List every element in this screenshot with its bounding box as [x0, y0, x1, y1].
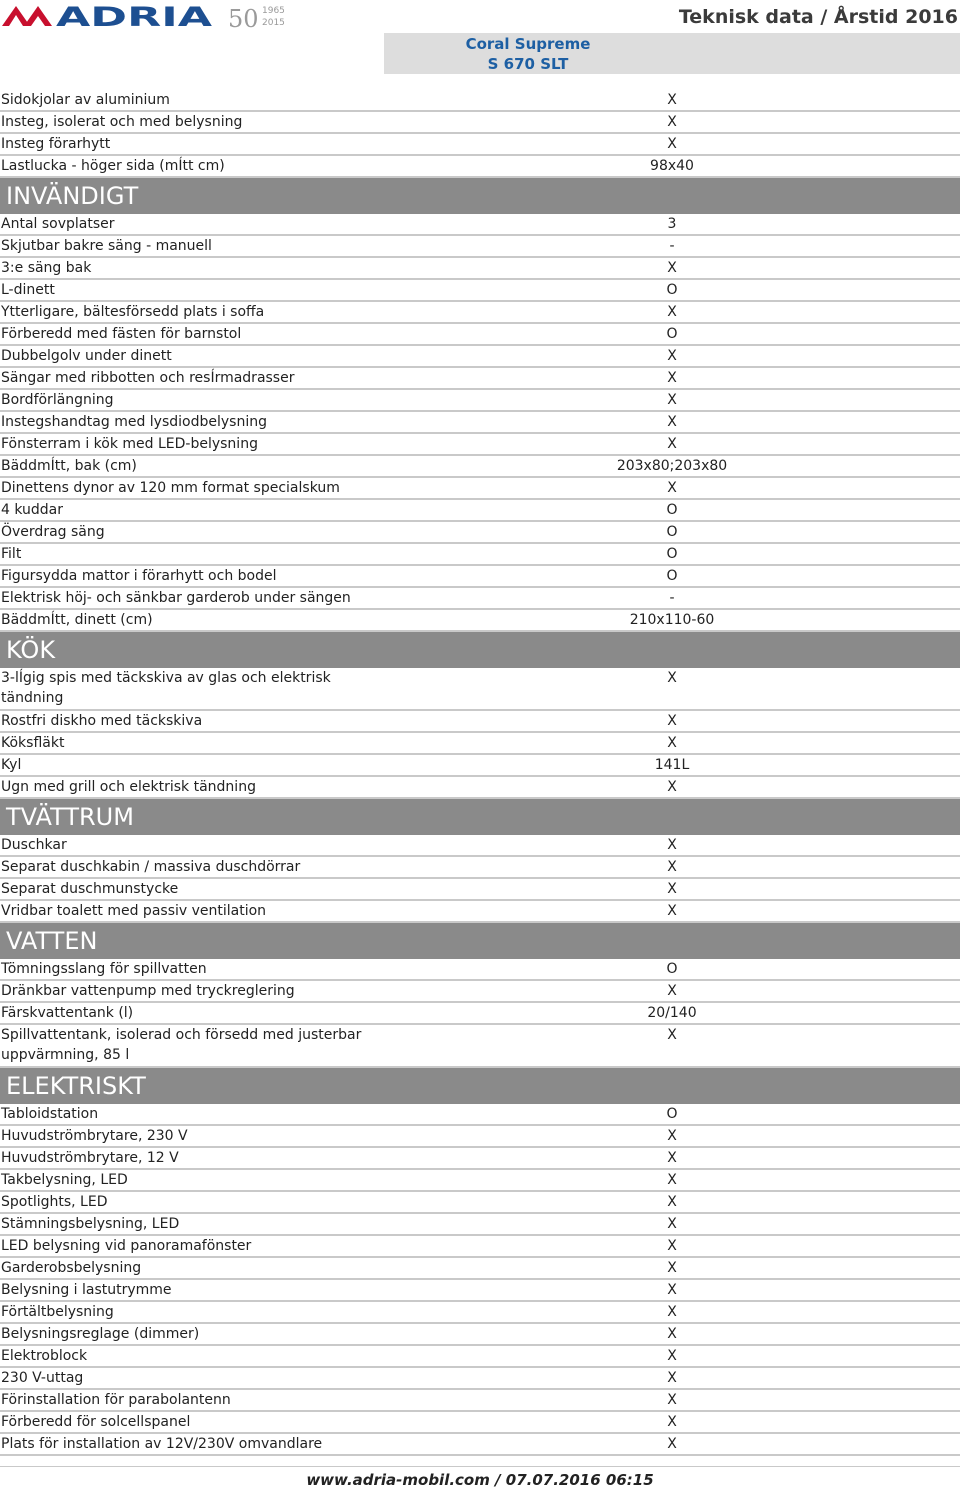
- spec-label: Kyl: [1, 757, 22, 773]
- spec-value: X: [667, 1370, 677, 1386]
- spec-value: X: [667, 859, 677, 875]
- spec-label: LED belysning vid panoramafönster: [1, 1238, 252, 1254]
- spec-value: X: [667, 348, 677, 364]
- spec-value: 3: [667, 216, 677, 232]
- spec-label: BäddmÍtt, dinett (cm): [1, 612, 153, 628]
- spec-value: O: [666, 568, 678, 584]
- spec-value: 210x110-60: [629, 612, 715, 628]
- spec-label: Antal sovplatser: [1, 216, 115, 232]
- spec-value: O: [666, 326, 678, 342]
- spec-row: [0, 777, 960, 799]
- spec-label: Filt: [1, 546, 22, 562]
- spec-label: Plats för installation av 12V/230V omvandlare: [1, 1436, 323, 1452]
- spec-row: [0, 156, 960, 178]
- spec-row: [0, 1003, 960, 1025]
- spec-value: 141L: [654, 757, 690, 773]
- spec-label: L-dinett: [1, 282, 55, 298]
- spec-value: X: [667, 1304, 677, 1320]
- spec-row: [0, 835, 960, 857]
- adria-logo: [0, 0, 300, 30]
- spec-label: 4 kuddar: [1, 502, 64, 518]
- spec-row: [0, 1214, 960, 1236]
- spec-row: [0, 1236, 960, 1258]
- footer-divider: [0, 1466, 960, 1467]
- spec-value: O: [666, 524, 678, 540]
- spec-row: [0, 346, 960, 368]
- spec-label: Överdrag säng: [1, 524, 105, 540]
- spec-label: 3:e säng bak: [1, 260, 92, 276]
- spec-label: Dinettens dynor av 120 mm format specialskum: [1, 480, 340, 496]
- spec-label: Tömningsslang för spillvatten: [1, 961, 207, 977]
- spec-label: Belysningsreglage (dimmer): [1, 1326, 200, 1342]
- spec-value: X: [667, 370, 677, 386]
- spec-value: X: [667, 903, 677, 919]
- spec-row: [0, 236, 960, 258]
- spec-label: 3-lÍgig spis med täckskiva av glas och elektrisk tändning: [1, 670, 331, 706]
- spec-row: [0, 1126, 960, 1148]
- spec-value: X: [667, 735, 677, 751]
- anniversary-number: 50: [228, 5, 259, 30]
- spec-value: X: [667, 1414, 677, 1430]
- spec-label: Separat duschkabin / massiva duschdörrar: [1, 859, 301, 875]
- spec-row: [0, 478, 960, 500]
- spec-value: O: [666, 1106, 678, 1122]
- spec-row: [0, 1280, 960, 1302]
- spec-value: X: [667, 114, 677, 130]
- spec-row: [0, 1192, 960, 1214]
- spec-value: X: [667, 779, 677, 795]
- spec-label: Rostfri diskho med täckskiva: [1, 713, 203, 729]
- spec-row: [0, 1258, 960, 1280]
- spec-row: [0, 1412, 960, 1434]
- spec-label: Sidokjolar av aluminium: [1, 92, 170, 108]
- spec-row: [0, 1368, 960, 1390]
- spec-label: 230 V-uttag: [1, 1370, 84, 1386]
- spec-value: X: [667, 1392, 677, 1408]
- spec-row: [0, 522, 960, 544]
- spec-row: [0, 566, 960, 588]
- anniversary-year-end: 2015: [262, 18, 285, 28]
- spec-row: [0, 456, 960, 478]
- spec-row: [0, 368, 960, 390]
- section-header: VATTEN: [0, 923, 960, 959]
- spec-row: [0, 1434, 960, 1456]
- spec-label: Lastlucka - höger sida (mÍtt cm): [1, 158, 225, 174]
- spec-value: X: [667, 1436, 677, 1452]
- spec-label: Figursydda mattor i förarhytt och bodel: [1, 568, 277, 584]
- spec-row: [0, 755, 960, 777]
- spec-label: Insteg förarhytt: [1, 136, 111, 152]
- spec-value: X: [667, 92, 677, 108]
- spec-row: [0, 668, 960, 711]
- spec-row: [0, 1148, 960, 1170]
- spec-label: Sängar med ribbotten och resÍrmadrasser: [1, 370, 295, 386]
- spec-label: Duschkar: [1, 837, 67, 853]
- spec-value: X: [667, 136, 677, 152]
- spec-label: Elektrisk höj- och sänkbar garderob under sängen: [1, 590, 351, 606]
- spec-row: [0, 134, 960, 156]
- section-header: ELEKTRISKT: [0, 1068, 960, 1104]
- spec-value: X: [667, 1282, 677, 1298]
- spec-row: [0, 1324, 960, 1346]
- spec-value: X: [667, 1260, 677, 1276]
- spec-row: [0, 1346, 960, 1368]
- spec-value: 20/140: [647, 1005, 697, 1021]
- spec-row: [0, 302, 960, 324]
- spec-value: 203x80;203x80: [616, 458, 728, 474]
- spec-label: Huvudströmbrytare, 230 V: [1, 1128, 188, 1144]
- spec-row: [0, 280, 960, 302]
- spec-row: [0, 879, 960, 901]
- spec-label: Ugn med grill och elektrisk tändning: [1, 779, 256, 795]
- spec-row: [0, 857, 960, 879]
- spec-value: X: [667, 1172, 677, 1188]
- spec-value: X: [667, 392, 677, 408]
- spec-label: Fönsterram i kök med LED-belysning: [1, 436, 258, 452]
- spec-label: Förberedd för solcellspanel: [1, 1414, 191, 1430]
- spec-value: O: [666, 961, 678, 977]
- spec-label: Ytterligare, bältesförsedd plats i soffa: [1, 304, 265, 320]
- model-name: Coral Supreme: [465, 35, 591, 53]
- spec-label: Dubbelgolv under dinett: [1, 348, 172, 364]
- spec-value: X: [667, 436, 677, 452]
- spec-label: Förinstallation för parabolantenn: [1, 1392, 231, 1408]
- spec-value: X: [667, 983, 677, 999]
- spec-row: [0, 544, 960, 566]
- spec-label: Förberedd med fästen för barnstol: [1, 326, 242, 342]
- spec-label: Bordförlängning: [1, 392, 114, 408]
- spec-value: X: [667, 1150, 677, 1166]
- spec-row: [0, 1104, 960, 1126]
- anniversary-year-start: 1965: [262, 6, 285, 16]
- spec-label: Dränkbar vattenpump med tryckreglering: [1, 983, 295, 999]
- spec-label: Spillvattentank, isolerad och försedd med justerbar uppvärmning, 85 l: [1, 1027, 362, 1063]
- spec-value: X: [667, 414, 677, 430]
- spec-row: [0, 981, 960, 1003]
- spec-row: [0, 610, 960, 632]
- spec-value: X: [667, 1326, 677, 1342]
- spec-value: X: [667, 1238, 677, 1254]
- spec-label: Köksfläkt: [1, 735, 65, 751]
- spec-row: [0, 412, 960, 434]
- spec-row: [0, 1025, 960, 1068]
- spec-label: Separat duschmunstycke: [1, 881, 179, 897]
- spec-label: Stämningsbelysning, LED: [1, 1216, 180, 1232]
- spec-row: [0, 324, 960, 346]
- spec-row: [0, 112, 960, 134]
- spec-label: Garderobsbelysning: [1, 1260, 142, 1276]
- spec-value: O: [666, 546, 678, 562]
- spec-label: Instegshandtag med lysdiodbelysning: [1, 414, 267, 430]
- spec-row: [0, 1390, 960, 1412]
- spec-label: Skjutbar bakre säng - manuell: [1, 238, 212, 254]
- spec-label: Takbelysning, LED: [1, 1172, 128, 1188]
- spec-row: [0, 588, 960, 610]
- adria-mark-icon: [2, 6, 52, 26]
- spec-value: 98x40: [650, 158, 694, 174]
- spec-label: Insteg, isolerat och med belysning: [1, 114, 243, 130]
- spec-value: O: [666, 282, 678, 298]
- spec-row: [0, 901, 960, 923]
- spec-value: O: [666, 502, 678, 518]
- document-title: Teknisk data / Årstid 2016: [678, 6, 958, 28]
- section-header: INVÄNDIGT: [0, 178, 960, 214]
- spec-row: [0, 390, 960, 412]
- spec-value: X: [667, 1027, 677, 1043]
- spec-label: Tabloidstation: [1, 1106, 99, 1122]
- spec-row: [0, 214, 960, 236]
- spec-row: [0, 90, 960, 112]
- spec-value: X: [667, 1216, 677, 1232]
- spec-row: [0, 1302, 960, 1324]
- spec-row: [0, 258, 960, 280]
- spec-value: X: [667, 1348, 677, 1364]
- spec-value: X: [667, 713, 677, 729]
- model-variant: S 670 SLT: [487, 55, 569, 73]
- spec-label: Spotlights, LED: [1, 1194, 108, 1210]
- spec-value: X: [667, 670, 677, 686]
- spec-value: X: [667, 1128, 677, 1144]
- spec-label: BäddmÍtt, bak (cm): [1, 458, 137, 474]
- spec-label: Förtältbelysning: [1, 1304, 114, 1320]
- spec-value: X: [667, 260, 677, 276]
- spec-value: -: [669, 590, 675, 606]
- spec-row: [0, 733, 960, 755]
- spec-label: Färskvattentank (l): [1, 1005, 134, 1021]
- spec-row: [0, 1170, 960, 1192]
- spec-label: Belysning i lastutrymme: [1, 1282, 172, 1298]
- spec-value: X: [667, 881, 677, 897]
- page-header: [0, 0, 960, 90]
- spec-row: [0, 959, 960, 981]
- spec-value: X: [667, 304, 677, 320]
- spec-label: Vridbar toalett med passiv ventilation: [1, 903, 267, 919]
- section-header: KÖK: [0, 632, 960, 668]
- spec-value: -: [669, 238, 675, 254]
- spec-value: X: [667, 1194, 677, 1210]
- spec-table: [0, 90, 960, 1456]
- spec-row: [0, 500, 960, 522]
- spec-row: [0, 434, 960, 456]
- spec-value: X: [667, 480, 677, 496]
- spec-label: Elektroblock: [1, 1348, 88, 1364]
- spec-row: [0, 711, 960, 733]
- footer-url-date: www.adria-mobil.com / 07.07.2016 06:15: [306, 1471, 654, 1489]
- spec-value: X: [667, 837, 677, 853]
- section-header: TVÄTTRUM: [0, 799, 960, 835]
- spec-label: Huvudströmbrytare, 12 V: [1, 1150, 179, 1166]
- brand-wordmark: ADRIA: [56, 2, 213, 30]
